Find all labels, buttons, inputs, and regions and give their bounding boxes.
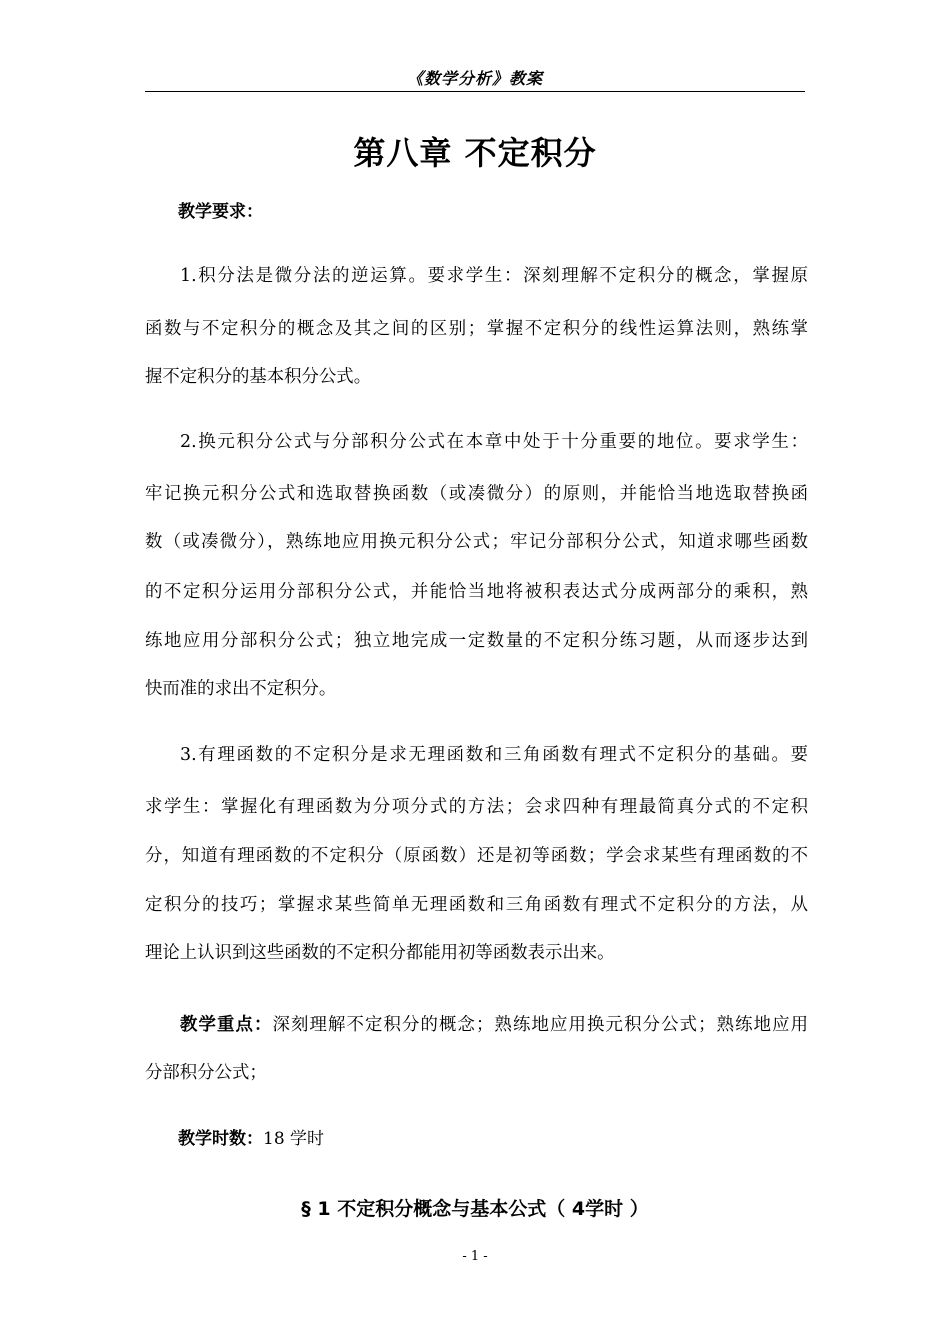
req2-line: 牢记换元积分公式和选取替换函数（或凑微分）的原则，并能恰当地选取替换函 (145, 484, 808, 504)
key-points-line (180, 1013, 808, 1037)
key-points-label: 教学重点： (180, 1015, 273, 1035)
running-header: 《数学分析》教案 (406, 69, 543, 88)
header-rule (145, 91, 805, 92)
req1-line: 握不定积分的基本积分公式。 (145, 367, 372, 387)
hours-label: 教学时数： (178, 1129, 263, 1149)
hours-line (178, 1128, 324, 1150)
req2-line: 快而准的求出不定积分。 (145, 679, 337, 699)
key-points-text: 深刻理解不定积分的概念；熟练地应用换元积分公式；熟练地应用 (272, 1015, 808, 1035)
section-heading: § 1 不定积分概念与基本公式（ 4学时 ） (301, 1198, 649, 1220)
req3-line: 分，知道有理函数的不定积分（原函数）还是初等函数；学会求某些有理函数的不 (145, 846, 808, 866)
hours-value: 18 学时 (263, 1129, 325, 1149)
req1-line: 1.积分法是微分法的逆运算。要求学生：深刻理解不定积分的概念，掌握原 (180, 266, 808, 286)
req2-line: 的不定积分运用分部积分公式，并能恰当地将被积表达式分成两部分的乘积，熟 (145, 582, 808, 602)
key-points-line-2: 分部积分公式； (145, 1063, 267, 1083)
req2-line: 练地应用分部积分公式；独立地完成一定数量的不定积分练习题，从而逐步达到 (145, 631, 808, 651)
req2-line: 2.换元积分公式与分部积分公式在本章中处于十分重要的地位。要求学生： (180, 432, 808, 452)
requirements-label: 教学要求： (178, 202, 263, 222)
req1-line: 函数与不定积分的概念及其之间的区别；掌握不定积分的线性运算法则，熟练掌 (145, 319, 808, 339)
req3-line: 定积分的技巧；掌握求某些简单无理函数和三角函数有理式不定积分的方法，从 (145, 895, 808, 915)
req3-line: 3.有理函数的不定积分是求无理函数和三角函数有理式不定积分的基础。要 (180, 745, 808, 765)
req2-line: 数（或凑微分），熟练地应用换元积分公式；牢记分部积分公式，知道求哪些函数 (145, 532, 808, 552)
req3-line: 理论上认识到这些函数的不定积分都能用初等函数表示出来。 (145, 943, 615, 963)
page-number: - 1 - (462, 1249, 488, 1264)
chapter-title: 第八章 不定积分 (353, 134, 597, 172)
req3-line: 求学生：掌握化有理函数为分项分式的方法；会求四种有理最简真分式的不定积 (145, 797, 808, 817)
